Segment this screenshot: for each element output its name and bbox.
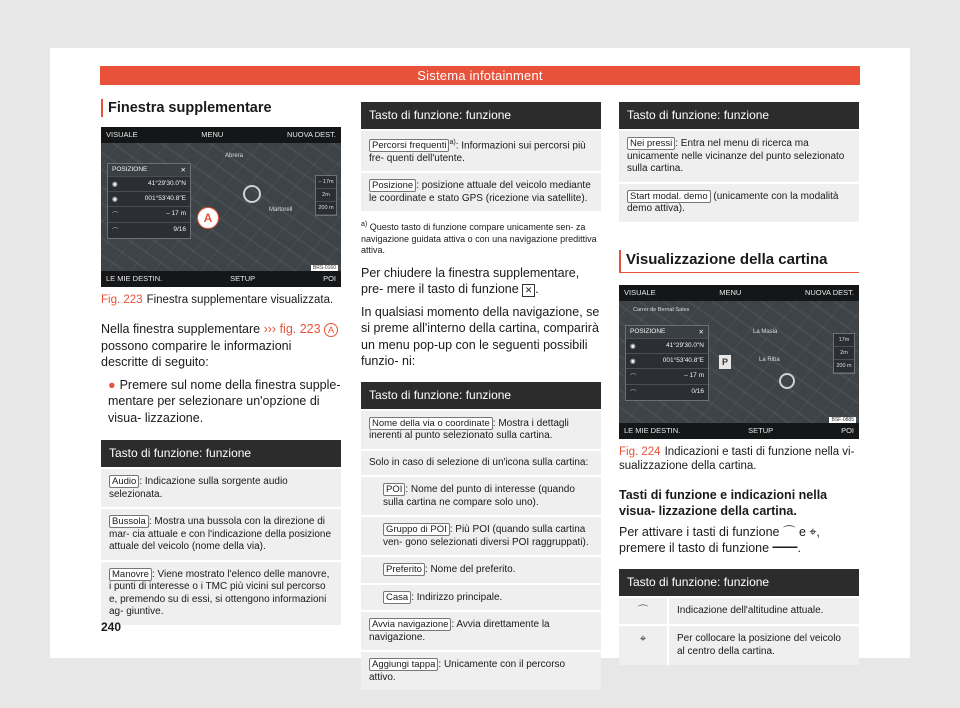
table-row	[361, 449, 601, 476]
close-icon: ✕	[698, 328, 704, 336]
function-table	[361, 102, 601, 211]
place-label: Abrera	[225, 153, 244, 159]
globe-icon: ◉	[112, 196, 118, 203]
function-key[interactable]: Nei pressi	[627, 137, 675, 150]
row-text: : Unicamente con il percorso attivo.	[369, 659, 566, 683]
latitude-value: 41°29'30.0"N	[148, 180, 186, 187]
table-row	[361, 129, 601, 171]
section-title: Finestra supplementare	[101, 99, 341, 117]
poi-button: POI	[323, 274, 336, 283]
table-row	[619, 624, 859, 665]
menu-button: MENU	[201, 130, 224, 139]
globe-icon: ◉	[630, 357, 636, 365]
vehicle-position-icon	[779, 373, 795, 389]
column-2	[361, 102, 601, 690]
side-scale: 200 m	[834, 360, 854, 373]
section-title: Visualizzazione della cartina	[619, 250, 859, 273]
bullet-text: Premere sul nome della finestra supple- mentare per selezionare un'opzione di visua- lizzazione.	[108, 377, 341, 425]
function-table	[361, 382, 601, 691]
paragraph	[101, 321, 341, 371]
function-key[interactable]: Avvia navigazione	[369, 618, 451, 631]
row-text: (unicamente con la modalità demo attiva).	[627, 190, 839, 214]
globe-icon: ◉	[630, 342, 636, 350]
paragraph: In qualsiasi momento della navigazione, se si preme all'interno della cartina, comparirà un menu pop-up con le seguenti possibili funzio- ni:	[361, 304, 600, 369]
gps-icon: ⌒	[630, 389, 637, 397]
function-key[interactable]: Start modal. demo	[627, 190, 711, 203]
text: Nella finestra supplementare	[101, 322, 261, 336]
bullet-icon: ●	[108, 377, 116, 392]
function-table	[101, 440, 341, 625]
paragraph: Per attivare i tasti di funzione ⌒ e ⌖, premere il tasto di funzione ━━.	[619, 524, 820, 555]
place-label: La Riba	[759, 356, 780, 363]
footnote-mark: a)	[361, 221, 368, 229]
function-key[interactable]: Preferito	[383, 563, 425, 576]
my-destinations-button: LE MIE DESTIN.	[106, 274, 163, 283]
globe-icon: ◉	[112, 181, 118, 188]
figure-caption	[101, 293, 341, 307]
screen-top-bar	[619, 285, 859, 301]
visuale-button: VISUALE	[624, 287, 656, 297]
table-row	[361, 555, 601, 583]
row-text: : Nome del preferito.	[424, 564, 516, 576]
screen-bottom-bar	[619, 423, 859, 439]
poi-button: POI	[841, 425, 854, 435]
table-row	[101, 560, 341, 625]
function-table	[619, 569, 859, 666]
footnote-text: Questo tasto di funzione compare unicamente sen- za navigazione guidata attiva o con una navigazione predittiva attiva.	[361, 222, 597, 256]
figure-223	[101, 127, 341, 287]
footnote-mark: a)	[449, 139, 456, 146]
page-number: 240	[101, 620, 122, 634]
function-table	[619, 102, 859, 222]
bullet-item	[101, 377, 341, 427]
table-row	[361, 475, 601, 515]
side-altitude: 17m	[834, 334, 854, 347]
caption-text: Finestra supplementare visualizzata.	[146, 294, 334, 306]
table-row	[361, 583, 601, 611]
function-key[interactable]: Bussola	[109, 515, 149, 528]
row-text: : Viene mostrato l'elenco delle manovre, i punti di interesse o i TMC più vicini sul percorso e, premendo su di essi, si ottengono informazioni ag- giuntive.	[109, 568, 330, 617]
row-text: Indicazione dell'altitudine attuale.	[677, 604, 824, 616]
table-row	[101, 507, 341, 560]
center-position-icon: ⌖	[619, 626, 669, 665]
position-popup	[625, 325, 709, 401]
side-altitude: – 17m	[316, 176, 336, 189]
callout-ref: A	[324, 323, 338, 337]
subheading: Tasti di funzione e indicazioni nella visua- lizzazione della cartina.	[619, 487, 828, 518]
function-key[interactable]: Audio	[109, 475, 139, 488]
paragraph: Per chiudere la finestra supplementare, pre- mere il tasto di funzione ✕ .	[361, 265, 580, 297]
function-key[interactable]: Percorsi frequenti	[369, 139, 449, 152]
map-side-panel	[833, 333, 855, 374]
table-row	[619, 129, 859, 182]
table-header: Tasto di funzione: funzione	[619, 102, 859, 129]
table-row	[361, 409, 601, 449]
function-key[interactable]: Nome della via o coordinate	[369, 417, 493, 430]
table-row	[361, 650, 601, 690]
row-text: : Indicazione sulla sorgente audio selezionata.	[109, 476, 288, 500]
side-zoom: 2m	[834, 347, 854, 360]
figure-caption	[619, 445, 859, 473]
function-key[interactable]: Manovre	[109, 568, 152, 581]
row-text: : posizione attuale del veicolo mediante le coordinate e stato GPS (ricezione via satellite).	[369, 180, 591, 204]
altitude-icon: ⌒	[112, 212, 119, 219]
table-header: Tasto di funzione: funzione	[101, 440, 341, 467]
side-zoom: 2m	[316, 189, 336, 202]
function-key[interactable]: Posizione	[369, 179, 416, 192]
longitude-value: 001°53'40.8"E	[144, 195, 186, 202]
figure-number: Fig. 224	[619, 445, 661, 458]
column-1	[101, 96, 341, 625]
altitude-icon: ⌒	[619, 598, 669, 625]
function-key[interactable]: POI	[383, 483, 405, 496]
figure-number: Fig. 223	[101, 294, 143, 306]
table-row	[101, 467, 341, 507]
close-icon: ✕	[522, 284, 535, 297]
place-label: Martorell	[269, 207, 293, 213]
row-text: Solo in caso di selezione di un'icona sulla cartina:	[369, 456, 589, 468]
figure-code: BSF-0885	[831, 416, 854, 423]
satellite-value: 9/16	[173, 226, 186, 233]
screen-bottom-bar	[101, 271, 341, 287]
side-scale: 200 m	[316, 202, 336, 215]
popup-title: POSIZIONE	[630, 327, 666, 335]
position-popup	[107, 163, 191, 239]
row-text: : Mostra una bussola con la direzione di mar- cia attuale e con l'indicazione della posizione attuale del veicolo (nome della via).	[109, 516, 332, 552]
place-label: Carrer de Bernat Sales	[633, 306, 690, 313]
my-destinations-button: LE MIE DESTIN.	[624, 425, 681, 435]
gps-icon: ⌒	[112, 228, 119, 235]
menu-button: MENU	[719, 287, 742, 297]
longitude-value: 001°53'40.8"E	[662, 356, 704, 364]
new-destination-button: NUOVA DEST.	[804, 287, 854, 297]
column-3	[619, 102, 859, 665]
text: possono comparire le informazioni descritte di seguito:	[101, 338, 292, 369]
figure-code: BRS-0160	[312, 265, 336, 271]
popup-title: POSIZIONE	[112, 166, 148, 173]
parking-icon: P	[719, 355, 731, 369]
visuale-button: VISUALE	[106, 130, 138, 139]
text: Per chiudere la finestra supplementare, pre- mere il tasto di funzione	[361, 265, 580, 297]
row-text: : Più POI (quando sulla cartina ven- gono selezionati diversi POI raggruppati).	[383, 524, 589, 548]
row-text: Per collocare la posizione del veicolo al centro della cartina.	[677, 633, 841, 657]
row-text: : Mostra i dettagli inerenti al punto selezionato sulla cartina.	[369, 417, 569, 442]
footnote	[361, 219, 601, 257]
table-row	[619, 596, 859, 625]
figure-224	[619, 285, 859, 439]
function-key[interactable]: Aggiungi tappa	[369, 658, 438, 671]
place-label: La Masia	[753, 328, 778, 335]
page-header: Sistema infotainment	[100, 66, 860, 85]
row-text: : Nome del punto di interesse (quando sulla cartina ne compare solo uno).	[383, 484, 575, 508]
setup-button: SETUP	[748, 425, 774, 435]
altitude-value: – 17 m	[684, 371, 704, 379]
table-row	[619, 182, 859, 222]
table-header: Tasto di funzione: funzione	[619, 569, 859, 596]
close-icon: ✕	[180, 167, 186, 174]
setup-button: SETUP	[230, 274, 256, 283]
latitude-value: 41°29'30.0"N	[666, 341, 704, 349]
row-text: : Entra nel menu di ricerca ma unicamente nelle vicinanze del punto selezionato sulla cartina.	[627, 138, 845, 174]
figure-link[interactable]: ››› fig. 223	[263, 322, 321, 336]
altitude-icon: ⌒	[630, 373, 637, 381]
caption-text: Indicazioni e tasti di funzione nella vi- sualizzazione della cartina.	[619, 445, 855, 472]
table-row	[361, 171, 601, 211]
row-text: : Informazioni sui percorsi più fre- quenti dell'utente.	[369, 140, 586, 164]
table-header: Tasto di funzione: funzione	[361, 382, 601, 409]
row-text: : Indirizzo principale.	[411, 591, 503, 603]
satellite-value: 0/16	[691, 387, 704, 395]
map-side-panel	[315, 175, 337, 216]
function-key[interactable]: Gruppo di POI	[383, 523, 450, 536]
row-text: : Avvia direttamente la navigazione.	[369, 619, 550, 643]
table-row	[361, 610, 601, 650]
table-row	[361, 515, 601, 555]
altitude-value: – 17 m	[166, 210, 186, 217]
vehicle-position-icon	[243, 185, 261, 203]
new-destination-button: NUOVA DEST.	[286, 130, 336, 139]
table-header: Tasto di funzione: funzione	[361, 102, 601, 129]
screen-top-bar	[101, 127, 341, 143]
callout-a: A	[197, 207, 219, 229]
function-key[interactable]: Casa	[383, 591, 411, 604]
